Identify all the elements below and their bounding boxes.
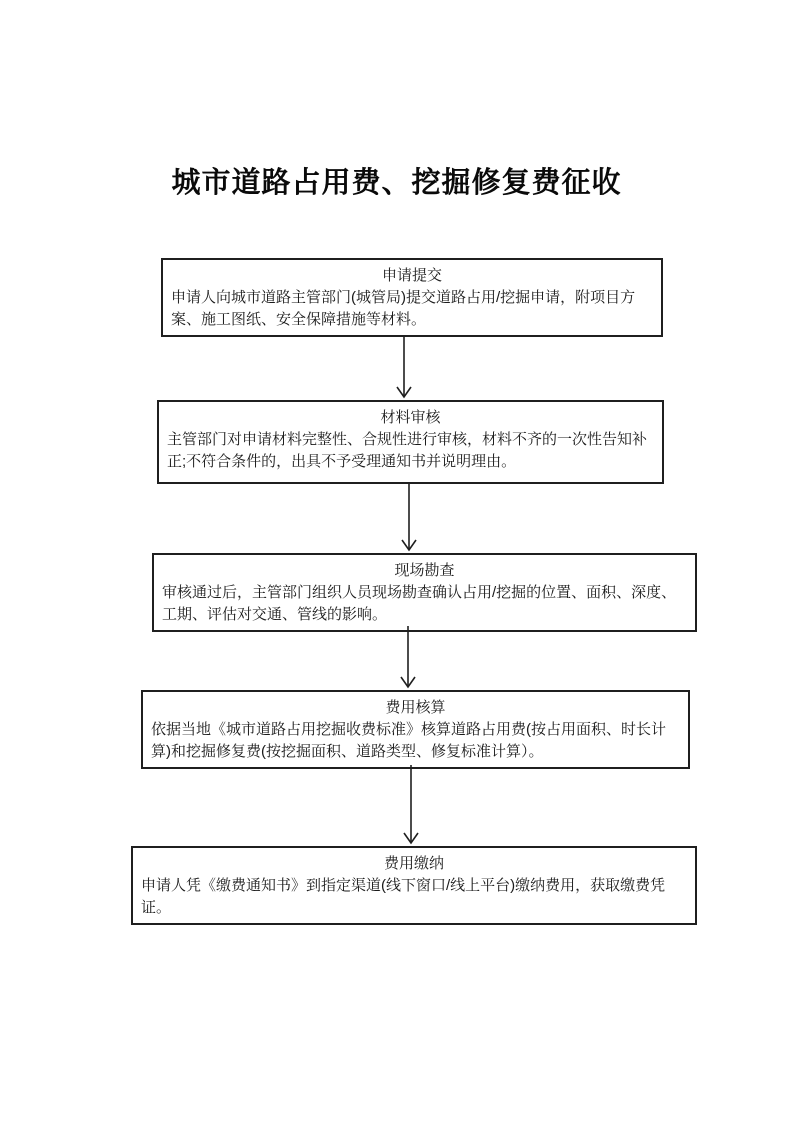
flow-arrow-down-icon bbox=[399, 484, 419, 552]
flow-step-material-review bbox=[157, 400, 664, 484]
flow-step-fee-calculation bbox=[141, 690, 690, 769]
flow-step-description: 申请人凭《缴费通知书》到指定渠道(线下窗口/线上平台)缴纳费用，获取缴费凭证。 bbox=[141, 877, 666, 916]
flow-step-title: 费用核算 bbox=[385, 699, 446, 716]
flow-arrow-down-icon bbox=[398, 626, 418, 689]
flow-step-site-survey bbox=[152, 553, 697, 632]
flow-step-title: 现场勘查 bbox=[394, 562, 455, 579]
flow-arrow-down-icon bbox=[401, 765, 421, 845]
flow-arrow-down-icon bbox=[394, 335, 414, 399]
flow-step-fee-payment bbox=[131, 846, 697, 925]
flow-step-title: 费用缴纳 bbox=[383, 855, 444, 872]
page-title: 城市道路占用费、挖掘修复费征收 bbox=[171, 167, 622, 199]
flow-step-title: 材料审核 bbox=[380, 409, 441, 426]
flow-step-description: 申请人向城市道路主管部门(城管局)提交道路占用/挖掘申请，附项目方案、施工图纸、安全保障措施等材料。 bbox=[171, 289, 636, 328]
flow-step-application-submission bbox=[161, 258, 663, 337]
flow-step-description: 主管部门对申请材料完整性、合规性进行审核，材料不齐的一次性告知补正;不符合条件的，出具不予受理通知书并说明理由。 bbox=[167, 431, 648, 470]
flow-step-description: 审核通过后，主管部门组织人员现场勘查确认占用/挖掘的位置、面积、深度、工期、评估对交通、管线的影响。 bbox=[162, 584, 677, 623]
flow-step-description: 依据当地《城市道路占用挖掘收费标准》核算道路占用费(按占用面积、时长计算)和挖掘修复费(按挖掘面积、道路类型、修复标准计算）。 bbox=[151, 721, 666, 760]
flow-step-title: 申请提交 bbox=[381, 267, 442, 284]
